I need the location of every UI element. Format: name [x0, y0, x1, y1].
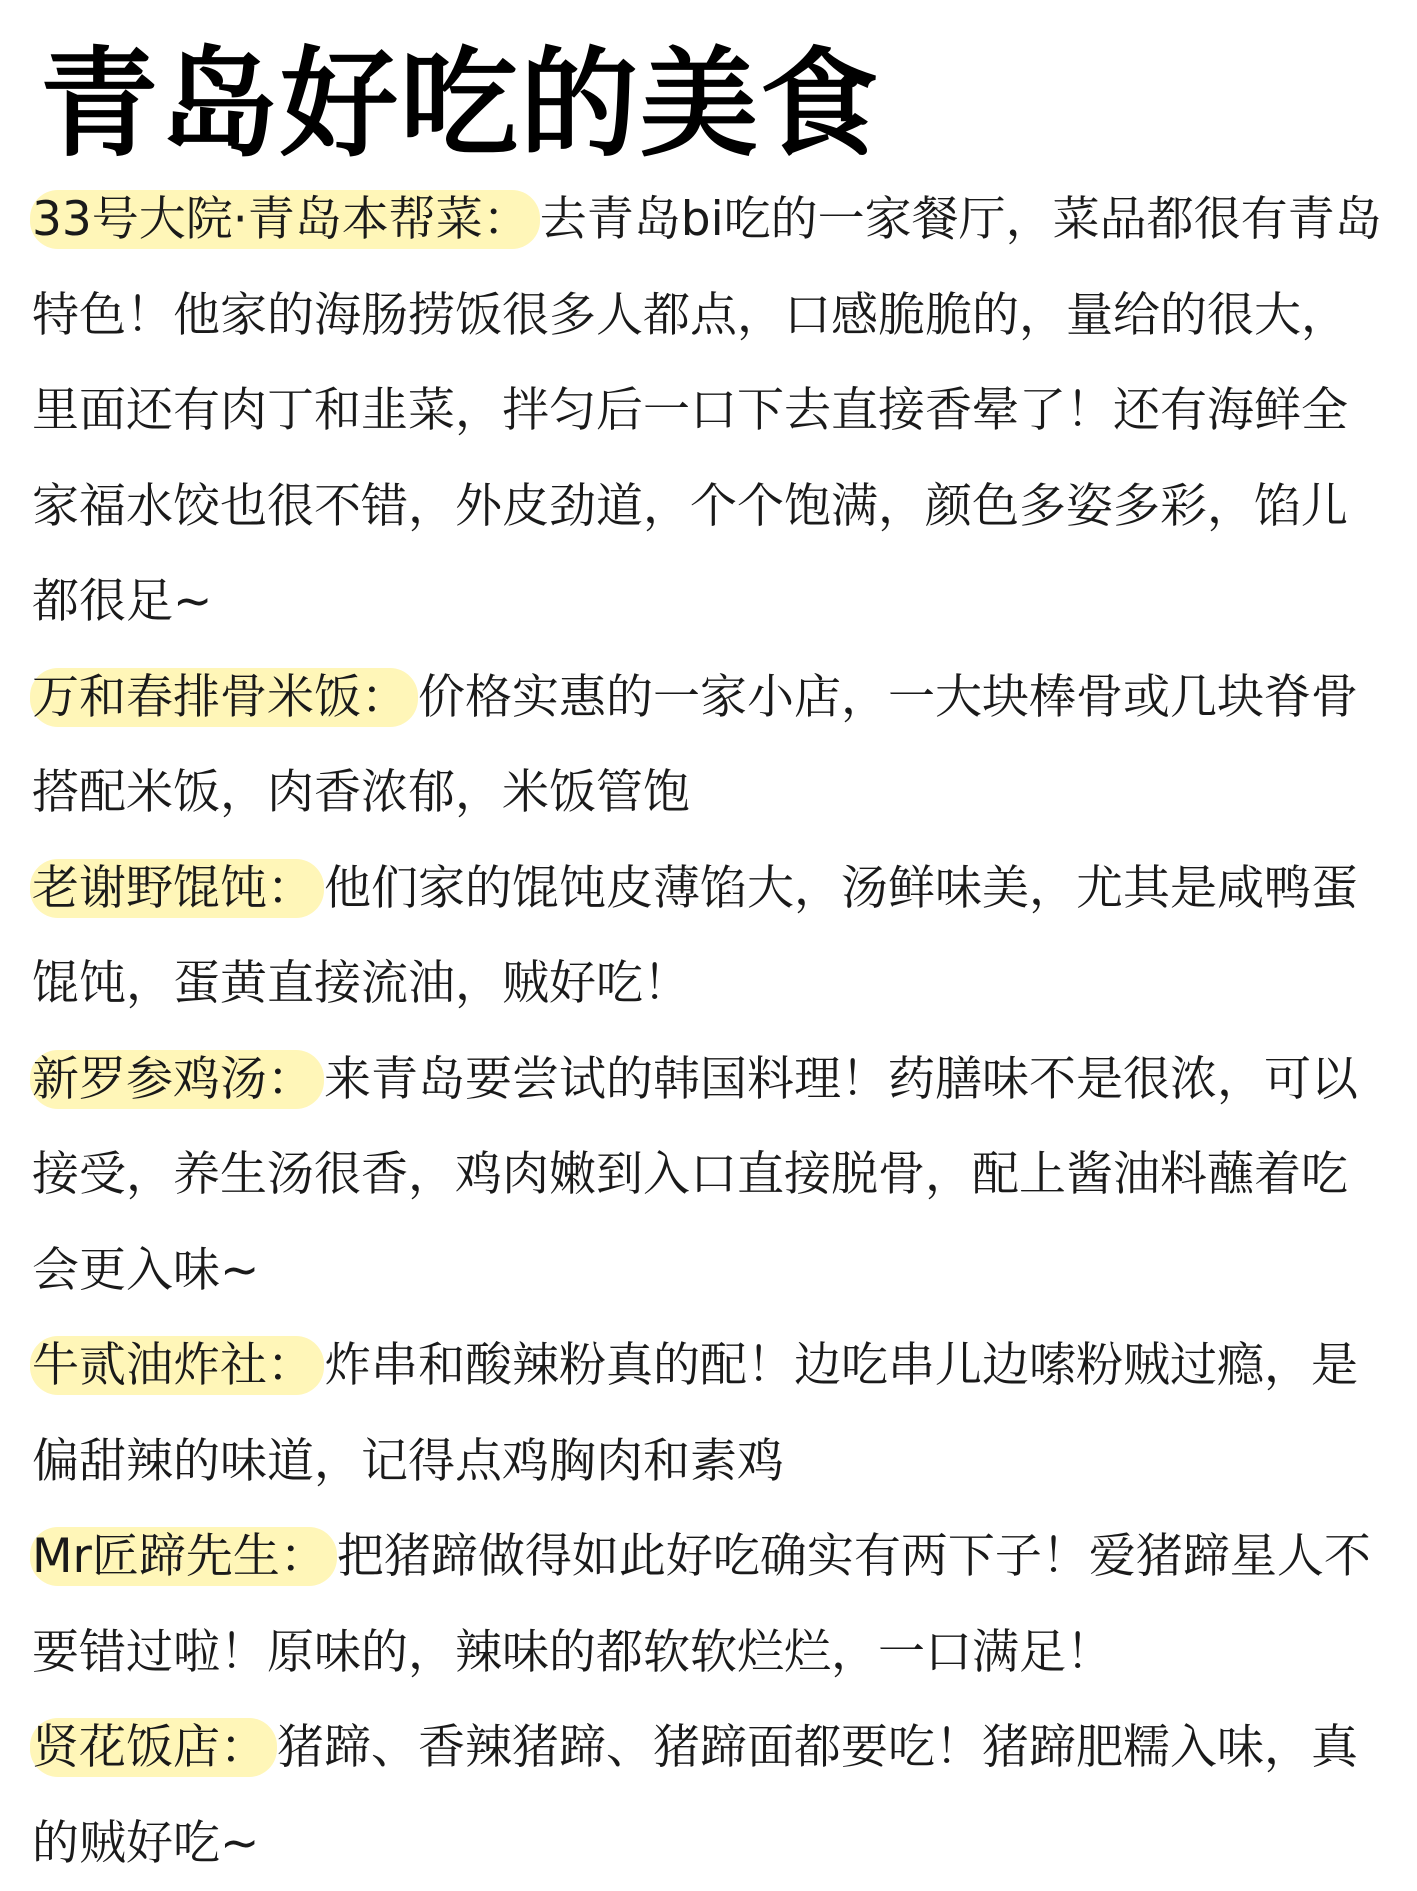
restaurant-name: 万和春排骨米饭： — [30, 668, 418, 727]
entry-laoxie — [32, 841, 1389, 1032]
restaurant-description: 把猪蹄做得如此好吃确实有两下子！爱猪蹄星人不要错过啦！原味的，辣味的都软软烂烂，一口满足！ — [32, 1529, 1371, 1680]
entry-wanhechun — [32, 650, 1389, 841]
restaurant-description: 来青岛要尝试的韩国料理！药膳味不是很浓，可以接受，养生汤很香，鸡肉嫩到入口直接脱骨，配上酱油料蘸着吃会更入味~ — [32, 1051, 1358, 1298]
restaurant-description: 他们家的馄饨皮薄馅大，汤鲜味美，尤其是咸鸭蛋馄饨，蛋黄直接流油，贼好吃！ — [32, 860, 1358, 1011]
restaurant-description: 炸串和酸辣粉真的配！边吃串儿边嗦粉贼过瘾，是偏甜辣的味道，记得点鸡胸肉和素鸡 — [32, 1338, 1358, 1489]
restaurant-name: 牛贰油炸社： — [30, 1336, 324, 1395]
restaurant-description: 去青岛bi吃的一家餐厅，菜品都很有青岛特色！他家的海肠捞饭很多人都点，口感脆脆的，量给的很大，里面还有肉丁和韭菜，拌匀后一口下去直接香晕了！还有海鲜全家福水饺也很不错，外皮劲道，个个饱满，颜色多姿多彩，馅儿都很足~ — [32, 192, 1382, 629]
restaurant-description: 价格实惠的一家小店，一大块棒骨或几块脊骨搭配米饭，肉香浓郁，米饭管饱 — [32, 669, 1358, 820]
restaurant-name: 新罗参鸡汤： — [30, 1050, 324, 1109]
entry-33-yard — [32, 172, 1389, 650]
restaurant-description: 猪蹄、香辣猪蹄、猪蹄面都要吃！猪蹄肥糯入味，真的贼好吃~ — [32, 1720, 1358, 1871]
entry-xianhua — [32, 1700, 1389, 1891]
entry-mr-jiangti — [32, 1509, 1389, 1700]
restaurant-name: 33号大院·青岛本帮菜： — [30, 190, 540, 249]
entry-niuer-fry — [32, 1318, 1389, 1509]
page-title: 青岛好吃的美食 — [40, 35, 881, 173]
restaurant-name: 贤花饭店： — [30, 1718, 277, 1777]
entry-silla-ginseng — [32, 1032, 1389, 1319]
restaurant-name: 老谢野馄饨： — [30, 859, 324, 918]
restaurant-name: Mr匠蹄先生： — [30, 1527, 337, 1586]
